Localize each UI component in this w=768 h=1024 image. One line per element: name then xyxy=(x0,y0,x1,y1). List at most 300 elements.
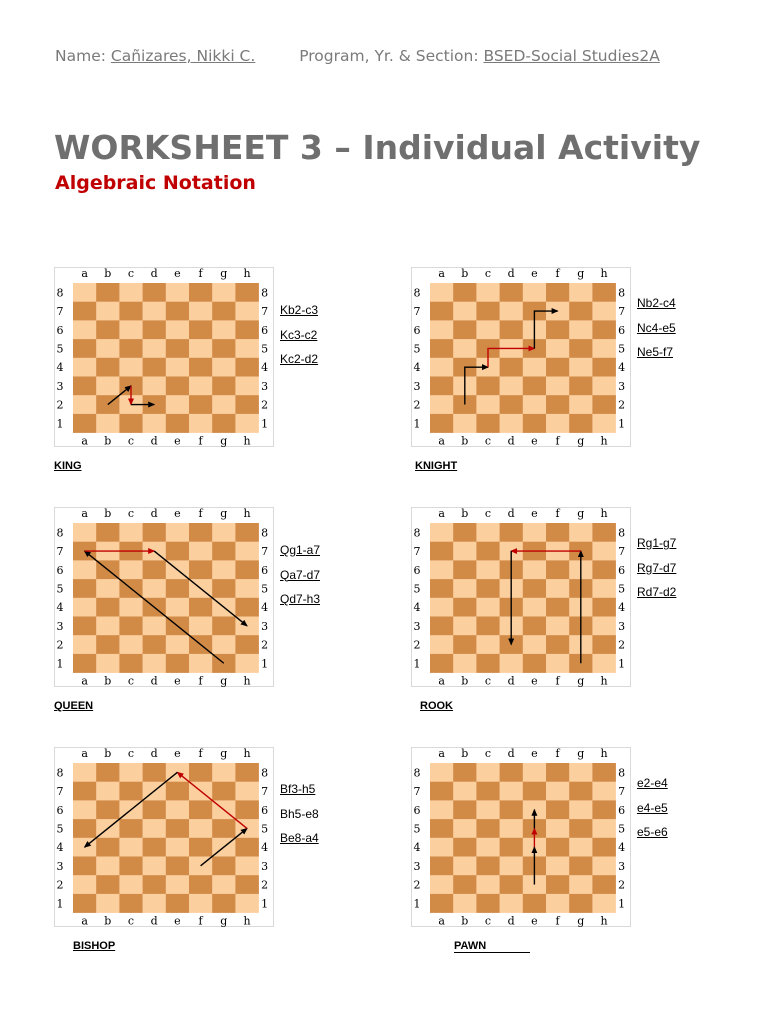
file-label: e xyxy=(174,267,181,280)
file-label: g xyxy=(577,747,585,760)
board-square xyxy=(430,560,454,579)
board-square xyxy=(96,763,120,782)
board-square xyxy=(476,320,500,339)
board-square xyxy=(592,617,616,636)
board-square xyxy=(119,838,142,857)
board-square xyxy=(119,819,142,838)
rank-label: 7 xyxy=(261,785,269,799)
file-label: a xyxy=(438,914,445,927)
board-square xyxy=(476,377,500,396)
file-label: f xyxy=(555,267,560,280)
board-square xyxy=(430,894,454,913)
board-square xyxy=(592,377,616,396)
board-square xyxy=(119,763,142,782)
rank-label: 6 xyxy=(618,323,626,337)
board-square xyxy=(96,654,120,673)
board-square xyxy=(569,339,593,358)
board-square xyxy=(523,598,547,617)
board-square xyxy=(189,654,213,673)
board-square xyxy=(500,320,523,339)
file-label: h xyxy=(243,434,251,447)
board-square xyxy=(189,542,213,561)
board-square xyxy=(143,617,167,636)
board-square xyxy=(235,395,259,414)
board-square xyxy=(476,302,500,321)
board-square xyxy=(73,800,97,819)
board-square xyxy=(592,819,616,838)
board-square xyxy=(523,579,547,598)
file-label: b xyxy=(461,674,469,687)
file-label: g xyxy=(577,674,585,687)
board-square xyxy=(143,320,167,339)
board-square xyxy=(430,598,454,617)
board-square xyxy=(143,283,167,302)
file-label: b xyxy=(104,267,112,280)
file-label: a xyxy=(81,747,88,760)
file-label: d xyxy=(150,914,158,927)
file-label: c xyxy=(484,267,492,280)
file-label: d xyxy=(507,267,515,280)
board-square xyxy=(592,395,616,414)
rank-label: 6 xyxy=(618,563,626,577)
rank-label: 4 xyxy=(261,361,269,375)
board-square xyxy=(453,320,477,339)
board-square xyxy=(119,782,142,801)
board-square xyxy=(500,283,523,302)
board-square xyxy=(166,800,190,819)
board-square xyxy=(430,579,454,598)
file-label: d xyxy=(507,434,515,447)
board-square xyxy=(500,395,523,414)
move-2: Nc4-e5 xyxy=(637,320,676,335)
board-square xyxy=(143,857,167,876)
board-square xyxy=(500,523,523,542)
board-square xyxy=(235,838,259,857)
board-square xyxy=(212,358,236,377)
board-square xyxy=(430,838,454,857)
program-value: BSED-Social Studies2A xyxy=(483,47,660,65)
board-square xyxy=(73,320,97,339)
board-square xyxy=(73,395,97,414)
student-info-header xyxy=(55,47,660,65)
board-square xyxy=(476,635,500,654)
rank-label: 6 xyxy=(618,803,626,817)
piece-label-pawn: PAWN xyxy=(454,940,530,952)
file-label: h xyxy=(243,914,251,927)
board-square xyxy=(73,617,97,636)
file-label: e xyxy=(531,267,538,280)
move-3: Kc2-d2 xyxy=(280,352,319,367)
board-square xyxy=(546,894,570,913)
rank-label: 6 xyxy=(56,803,64,817)
rank-label: 8 xyxy=(618,766,626,780)
board-square xyxy=(119,617,142,636)
rank-label: 1 xyxy=(56,897,64,911)
rank-label: 3 xyxy=(618,619,626,633)
board-square xyxy=(119,857,142,876)
board-square xyxy=(235,358,259,377)
board-square xyxy=(119,339,142,358)
file-label: e xyxy=(174,434,181,447)
file-label: c xyxy=(127,674,135,687)
board-square xyxy=(592,358,616,377)
board-square xyxy=(592,339,616,358)
board-square xyxy=(166,377,190,396)
rank-label: 3 xyxy=(56,379,64,393)
board-square xyxy=(500,894,523,913)
file-label: a xyxy=(81,434,88,447)
file-label: c xyxy=(484,674,492,687)
rank-label: 3 xyxy=(618,859,626,873)
board-square xyxy=(453,617,477,636)
board-square xyxy=(500,654,523,673)
board-square xyxy=(73,579,97,598)
rank-label: 2 xyxy=(618,878,626,892)
board-square xyxy=(592,302,616,321)
board-square xyxy=(476,763,500,782)
board-square xyxy=(592,800,616,819)
board-square xyxy=(119,635,142,654)
board-square xyxy=(96,358,120,377)
board-square xyxy=(96,283,120,302)
board-square xyxy=(500,302,523,321)
rank-label: 5 xyxy=(413,582,421,596)
rank-label: 5 xyxy=(618,582,626,596)
rank-label: 3 xyxy=(413,859,421,873)
file-label: f xyxy=(198,914,203,927)
board-square xyxy=(476,560,500,579)
board-square xyxy=(189,800,213,819)
file-label: a xyxy=(438,434,445,447)
file-label: d xyxy=(150,674,158,687)
board-square xyxy=(430,523,454,542)
board-square xyxy=(189,763,213,782)
rank-label: 4 xyxy=(261,601,269,615)
board-square xyxy=(523,414,547,433)
rank-label: 2 xyxy=(413,638,421,652)
board-square xyxy=(189,395,213,414)
rank-label: 6 xyxy=(56,563,64,577)
board-square xyxy=(430,395,454,414)
board-square xyxy=(569,320,593,339)
board-square xyxy=(73,523,97,542)
board-square xyxy=(476,654,500,673)
board-rook xyxy=(411,507,631,687)
rank-label: 6 xyxy=(413,803,421,817)
file-label: e xyxy=(174,674,181,687)
file-label: g xyxy=(220,507,228,520)
board-square xyxy=(212,320,236,339)
rank-label: 6 xyxy=(261,323,269,337)
board-square xyxy=(212,377,236,396)
board-square xyxy=(166,579,190,598)
file-label: g xyxy=(577,267,585,280)
file-label: d xyxy=(150,507,158,520)
rank-label: 3 xyxy=(413,619,421,633)
board-square xyxy=(189,598,213,617)
board-square xyxy=(430,875,454,894)
rank-label: 7 xyxy=(618,785,626,799)
file-label: f xyxy=(198,674,203,687)
board-square xyxy=(592,598,616,617)
board-square xyxy=(592,542,616,561)
program-label: Program, Yr. & Section: xyxy=(299,47,479,65)
file-label: a xyxy=(438,507,445,520)
rank-label: 3 xyxy=(618,379,626,393)
board-square xyxy=(546,395,570,414)
board-square xyxy=(430,320,454,339)
moves-king xyxy=(280,301,318,375)
board-king xyxy=(54,267,274,447)
file-label: g xyxy=(577,914,585,927)
board-square xyxy=(96,579,120,598)
rank-label: 5 xyxy=(261,822,269,836)
board-square xyxy=(453,598,477,617)
board-square xyxy=(235,542,259,561)
board-square xyxy=(453,302,477,321)
board-square xyxy=(96,838,120,857)
rank-label: 3 xyxy=(56,859,64,873)
board-square xyxy=(143,579,167,598)
rank-label: 1 xyxy=(56,417,64,431)
board-square xyxy=(523,283,547,302)
board-square xyxy=(119,320,142,339)
move-2: e4-e5 xyxy=(637,800,668,815)
board-square xyxy=(546,560,570,579)
rank-label: 4 xyxy=(618,601,626,615)
board-square xyxy=(189,320,213,339)
rank-label: 1 xyxy=(618,897,626,911)
file-label: h xyxy=(243,674,251,687)
file-label: d xyxy=(507,747,515,760)
rank-label: 7 xyxy=(261,545,269,559)
board-square xyxy=(500,377,523,396)
board-square xyxy=(73,875,97,894)
file-label: b xyxy=(461,434,469,447)
board-square xyxy=(96,598,120,617)
file-label: e xyxy=(531,434,538,447)
piece-label-knight: KNIGHT xyxy=(415,460,458,472)
board-square xyxy=(73,358,97,377)
board-square xyxy=(212,617,236,636)
rank-label: 1 xyxy=(618,417,626,431)
file-label: c xyxy=(127,914,135,927)
rank-label: 6 xyxy=(56,323,64,337)
board-bishop xyxy=(54,747,274,927)
board-square xyxy=(143,819,167,838)
rank-label: 5 xyxy=(413,342,421,356)
board-square xyxy=(73,894,97,913)
board-square xyxy=(189,339,213,358)
board-square xyxy=(523,894,547,913)
board-square xyxy=(119,560,142,579)
rank-label: 8 xyxy=(618,286,626,300)
board-square xyxy=(569,763,593,782)
file-label: e xyxy=(531,914,538,927)
board-square xyxy=(143,763,167,782)
board-square xyxy=(235,414,259,433)
board-square xyxy=(166,358,190,377)
rank-label: 2 xyxy=(618,638,626,652)
board-square xyxy=(212,857,236,876)
file-label: c xyxy=(127,434,135,447)
rank-label: 1 xyxy=(618,657,626,671)
file-label: h xyxy=(243,747,251,760)
rank-label: 7 xyxy=(618,305,626,319)
file-label: c xyxy=(484,507,492,520)
rank-label: 8 xyxy=(413,766,421,780)
board-square xyxy=(476,542,500,561)
board-square xyxy=(235,598,259,617)
board-pawn xyxy=(411,747,631,927)
rank-label: 3 xyxy=(56,619,64,633)
board-knight xyxy=(411,267,631,447)
board-square xyxy=(166,894,190,913)
board-square xyxy=(143,654,167,673)
board-square xyxy=(523,763,547,782)
board-square xyxy=(235,782,259,801)
board-square xyxy=(500,819,523,838)
board-square xyxy=(546,414,570,433)
board-square xyxy=(523,395,547,414)
rank-label: 4 xyxy=(413,601,421,615)
board-square xyxy=(430,635,454,654)
board-square xyxy=(166,542,190,561)
board-square xyxy=(592,782,616,801)
move-2: Rg7-d7 xyxy=(637,560,677,575)
file-label: b xyxy=(461,914,469,927)
board-square xyxy=(189,875,213,894)
file-label: b xyxy=(104,674,112,687)
board-square xyxy=(430,414,454,433)
rank-label: 8 xyxy=(618,526,626,540)
board-square xyxy=(569,377,593,396)
board-square xyxy=(212,542,236,561)
rank-label: 4 xyxy=(56,601,64,615)
file-label: e xyxy=(174,914,181,927)
board-square xyxy=(430,857,454,876)
rank-label: 8 xyxy=(56,526,64,540)
board-square xyxy=(235,654,259,673)
file-label: c xyxy=(484,434,492,447)
board-square xyxy=(523,654,547,673)
board-square xyxy=(476,598,500,617)
rank-label: 5 xyxy=(56,822,64,836)
rank-label: 5 xyxy=(56,582,64,596)
file-label: e xyxy=(531,507,538,520)
board-square xyxy=(569,283,593,302)
file-label: h xyxy=(243,267,251,280)
board-square xyxy=(189,377,213,396)
board-square xyxy=(119,523,142,542)
board-square xyxy=(476,579,500,598)
file-label: h xyxy=(243,507,251,520)
rank-label: 3 xyxy=(261,619,269,633)
board-square xyxy=(430,782,454,801)
board-square xyxy=(96,377,120,396)
board-square xyxy=(235,320,259,339)
board-square xyxy=(235,894,259,913)
board-square xyxy=(212,819,236,838)
board-square xyxy=(430,283,454,302)
board-square xyxy=(592,523,616,542)
file-label: g xyxy=(577,507,585,520)
board-square xyxy=(500,782,523,801)
board-square xyxy=(523,782,547,801)
board-square xyxy=(569,782,593,801)
board-square xyxy=(523,617,547,636)
board-square xyxy=(96,320,120,339)
rank-label: 7 xyxy=(618,545,626,559)
rank-label: 3 xyxy=(413,379,421,393)
board-square xyxy=(546,358,570,377)
file-label: f xyxy=(555,507,560,520)
rank-label: 1 xyxy=(261,897,269,911)
board-square xyxy=(166,875,190,894)
rank-label: 4 xyxy=(56,361,64,375)
board-square xyxy=(569,819,593,838)
board-square xyxy=(143,875,167,894)
board-square xyxy=(96,617,120,636)
board-square xyxy=(235,523,259,542)
board-square xyxy=(143,339,167,358)
move-3: Ne5-f7 xyxy=(637,345,674,360)
board-square xyxy=(119,358,142,377)
board-square xyxy=(592,838,616,857)
file-label: c xyxy=(127,267,135,280)
board-square xyxy=(143,523,167,542)
board-square xyxy=(476,819,500,838)
board-square xyxy=(235,339,259,358)
rank-label: 1 xyxy=(261,417,269,431)
board-square xyxy=(500,358,523,377)
board-square xyxy=(430,542,454,561)
file-label: e xyxy=(531,674,538,687)
board-square xyxy=(546,635,570,654)
board-square xyxy=(569,800,593,819)
file-label: f xyxy=(198,507,203,520)
file-label: e xyxy=(174,507,181,520)
board-square xyxy=(143,560,167,579)
rank-label: 2 xyxy=(56,638,64,652)
board-square xyxy=(592,763,616,782)
board-square xyxy=(143,414,167,433)
board-square xyxy=(430,339,454,358)
board-square xyxy=(569,358,593,377)
board-square xyxy=(569,395,593,414)
file-label: h xyxy=(600,507,608,520)
file-label: g xyxy=(220,674,228,687)
rank-label: 7 xyxy=(56,785,64,799)
board-square xyxy=(143,800,167,819)
board-square xyxy=(96,339,120,358)
board-square xyxy=(476,800,500,819)
board-square xyxy=(119,598,142,617)
board-square xyxy=(453,800,477,819)
board-square xyxy=(592,414,616,433)
board-square xyxy=(166,283,190,302)
rank-label: 4 xyxy=(618,841,626,855)
rank-label: 1 xyxy=(56,657,64,671)
board-square xyxy=(592,579,616,598)
board-square xyxy=(189,302,213,321)
board-square xyxy=(212,782,236,801)
rank-label: 7 xyxy=(56,305,64,319)
board-square xyxy=(73,302,97,321)
board-square xyxy=(212,523,236,542)
board-square xyxy=(569,894,593,913)
file-label: d xyxy=(507,914,515,927)
